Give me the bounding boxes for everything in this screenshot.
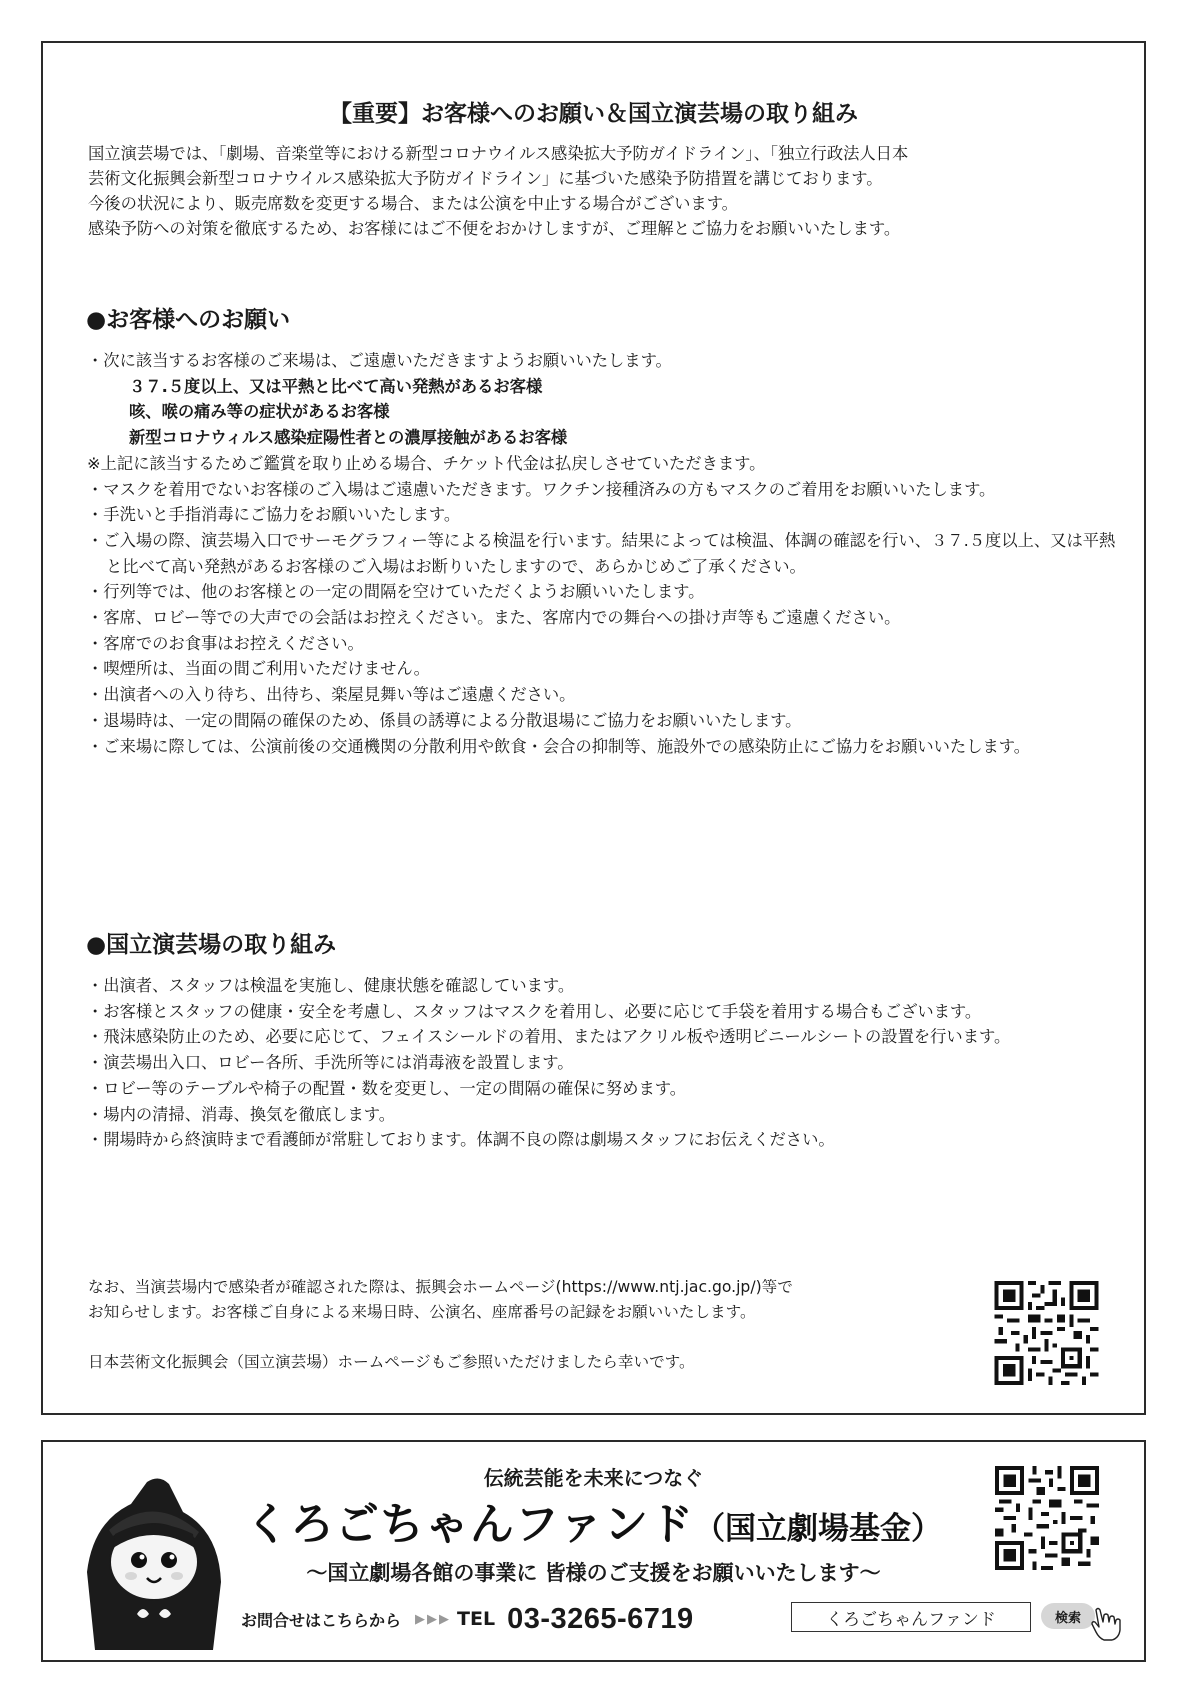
condition-item: 咳、喉の痛み等の症状があるお客様	[129, 402, 390, 422]
intro-paragraph	[88, 141, 1108, 241]
fund-tagline: 伝統芸能を未来につなぐ	[483, 1466, 704, 1490]
contact-label: お問合せはこちらから	[241, 1610, 402, 1630]
list-item: ・出演者、スタッフは検温を実施し、健康状態を確認しています。	[87, 976, 575, 995]
condition-group	[87, 374, 1117, 451]
closing-line: なお、当演芸場内で感染者が確認された際は、振興会ホームページ(https://www.ntj.jac.go.jp/)等で	[88, 1278, 793, 1296]
closing-line: 日本芸術文化振興会（国立演芸場）ホームページもご参照いただけましたら幸いです。	[88, 1353, 695, 1371]
list-item: ・客席でのお食事はお控えください。	[87, 633, 364, 653]
qr-code-icon[interactable]	[994, 1466, 1100, 1570]
efforts-list	[87, 973, 1117, 1153]
intro-line: 感染予防への対策を徹底するため、お客様にはご不便をおかけしますが、ご理解とご協力をお願いいたします。	[88, 219, 901, 238]
tel-number[interactable]: 03-3265-6719	[507, 1602, 694, 1635]
fund-subtitle: 〜国立劇場各館の事業に 皆様のご支援をお願いいたします〜	[306, 1561, 881, 1585]
fund-title	[43, 1488, 1144, 1552]
list-item: ・マスクを着用でないお客様のご入場はご遠慮いただきます。ワクチン接種済みの方もマスクのご着用をお願いいたします。	[87, 479, 996, 499]
condition-item: ３７.５度以上、又は平熱と比べて高い発熱があるお客様	[129, 376, 543, 396]
list-item: ・場内の清掃、消毒、換気を徹底します。	[87, 1104, 396, 1124]
condition-item: 新型コロナウィルス感染症陽性者との濃厚接触があるお客様	[129, 428, 568, 448]
list-item: ・客席、ロビー等での大声での会話はお控えください。また、客席内での舞台への掛け声等もご遠慮ください。	[87, 608, 901, 628]
qr-code-icon[interactable]	[993, 1281, 1100, 1385]
list-item: ・退場時は、一定の間隔の確保のため、係員の誘導による分散退場にご協力をお願いいたします。	[87, 710, 802, 730]
list-item: ・ご来場に際しては、公演前後の交通機関の分散利用や飲食・会合の抑制等、施設外での感染防止にご協力をお願いいたします。	[87, 736, 1031, 756]
requests-list	[87, 348, 1117, 759]
list-item: ・ご入場の際、演芸場入口でサーモグラフィー等による検温を行います。結果によっては検温、体調の確認を行い、３７.５度以上、又は平熱と比べて高い発熱があるお客様のご入場はお断りいたしますので、あらかじめご了承ください。	[87, 530, 1116, 576]
closing-line: お知らせします。お客様ご自身による来場日時、公演名、座席番号の記録をお願いいたします。	[88, 1303, 756, 1321]
list-item: ・ロビー等のテーブルや椅子の配置・数を変更し、一定の間隔の確保に努めます。	[87, 1078, 686, 1098]
closing-note	[88, 1275, 958, 1375]
list-item: ・開場時から終演時まで看護師が常駐しております。体調不良の際は劇場スタッフにお伝えください。	[87, 1130, 835, 1150]
list-item: ・行列等では、他のお客様との一定の間隔を空けていただくようお願いいたします。	[87, 582, 705, 602]
fund-name: くろごちゃんファンド	[244, 1499, 695, 1550]
fund-banner	[41, 1440, 1146, 1662]
intro-line: 国立演芸場では、「劇場、音楽堂等における新型コロナウイルス感染拡大予防ガイドライン」、「独立行政法人日本	[88, 144, 909, 163]
list-item: ・手洗いと手指消毒にご協力をお願いいたします。	[87, 505, 461, 525]
list-item: ・飛沫感染防止のため、必要に応じて、フェイスシールドの着用、またはアクリル板や透明ビニールシートの設置を行います。	[87, 1027, 1011, 1047]
intro-line: 今後の状況により、販売席数を変更する場合、または公演を中止する場合がございます。	[88, 194, 738, 213]
search-button[interactable]: 検索	[1041, 1603, 1095, 1629]
section-heading-requests: ●お客様へのお願い	[86, 306, 291, 333]
intro-line: 芸術文化振興会新型コロナウイルス感染拡大予防ガイドライン」に基づいた感染予防措置を講じております。	[88, 169, 883, 188]
tel-label: TEL	[457, 1608, 496, 1630]
list-item: ・喫煙所は、当面の間ご利用いただけません。	[87, 659, 430, 679]
list-item: ・お客様とスタッフの健康・安全を考慮し、スタッフはマスクを着用し、必要に応じて手袋を着用する場合もございます。	[87, 1001, 982, 1021]
fund-name-sub: （国立劇場基金）	[694, 1511, 943, 1547]
list-item: ・演芸場出入口、ロビー各所、手洗所等には消毒液を設置します。	[87, 1053, 574, 1073]
pointing-hand-icon	[1090, 1606, 1124, 1642]
section-heading-efforts: ●国立演芸場の取り組み	[86, 931, 337, 958]
list-item: ・出演者への入り待ち、出待ち、楽屋見舞い等はご遠慮ください。	[87, 685, 576, 705]
list-item: ・次に該当するお客様のご来場は、ご遠慮いただきますようお願いいたします。	[87, 351, 672, 370]
search-keyword-field[interactable]: くろごちゃんファンド	[791, 1602, 1031, 1632]
notice-title: 【重要】お客様へのお願い＆国立演芸場の取り組み	[329, 100, 858, 127]
triple-arrow-icon: ▶▶▶	[415, 1611, 452, 1627]
contact-row	[241, 1599, 694, 1639]
refund-note: ※上記に該当するためご鑑賞を取り止める場合、チケット代金は払戻しさせていただきます。	[87, 453, 766, 473]
notice-panel	[41, 41, 1146, 1415]
